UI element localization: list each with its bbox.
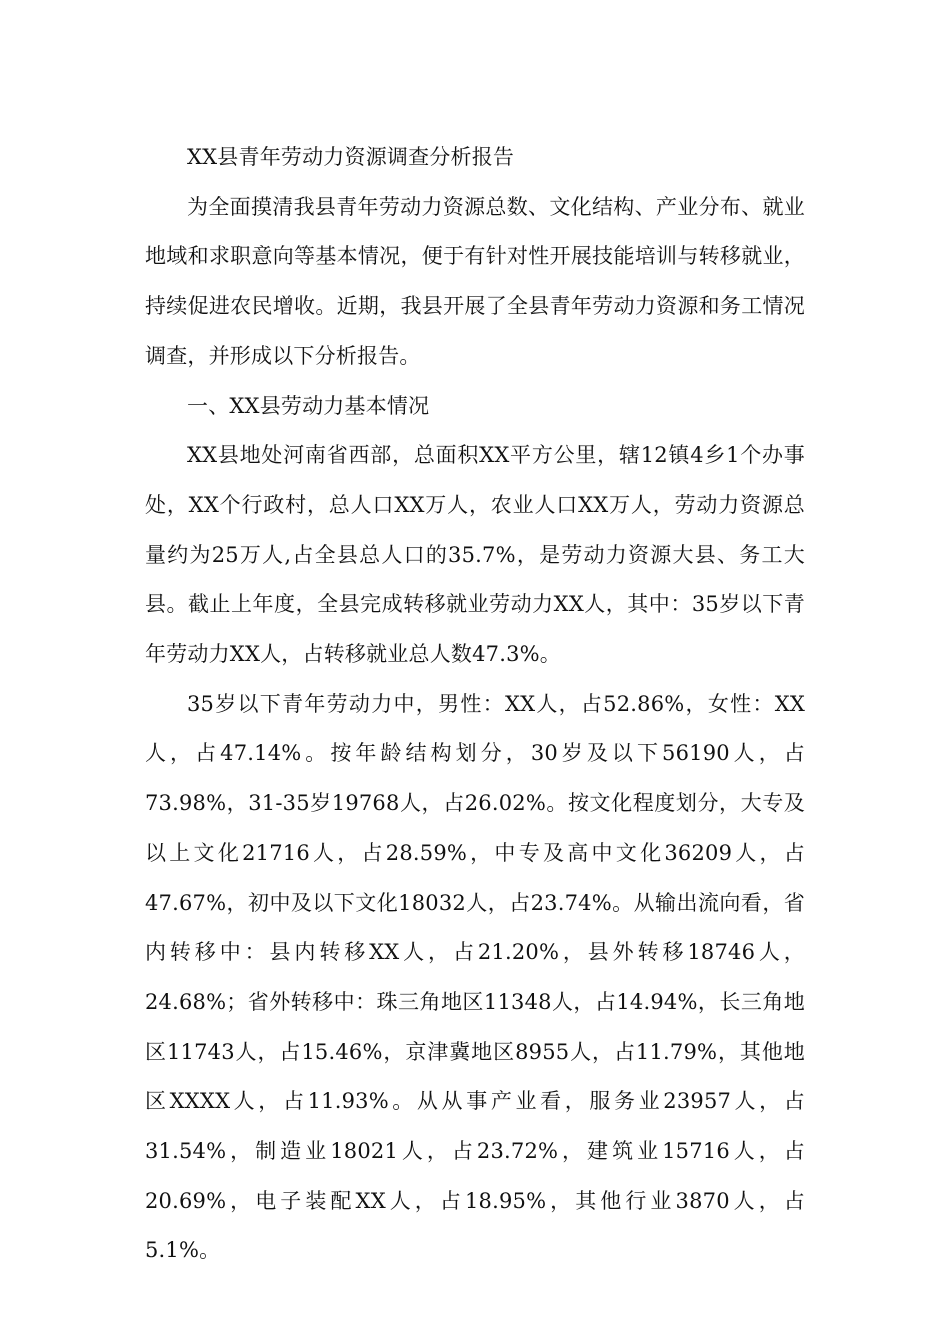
youth-labor-paragraph: 35岁以下青年劳动力中，男性：XX人，占52.86%，女性：XX人，占47.14%。按年龄结构划分，30岁及以下56190人，占73.98%，31-35岁19768人，占26.02%。按文化程度划分，大专及以上文化21716人，占28.59%，中专及高中文化36209人，占47.67%，初中及以下文化18032人，占23.74%。从输出流向看，省内转移中：县内转移XX人，占21.20%，县外转移18746人，24.68%；省外转移中：珠三角地区11348人，占14.94%，长三角地区11743人，占15.46%，京津冀地区8955人，占11.79%，其他地区XXXX人，占11.93%。从从事产业看，服务业23957人，占31.54%，制造业18021人，占23.72%，建筑业15716人，占20.69%，电子装配XX人，占18.95%，其他行业3870人，占5.1%。: [145, 691, 805, 1263]
basic-info-paragraph: XX县地处河南省西部，总面积XX平方公里，辖12镇4乡1个办事处，XX个行政村，总人口XX万人，农业人口XX万人，劳动力资源总量约为25万人,占全县总人口的35.7%，是劳动力资源大县、务工大县。截止上年度，全县完成转移就业劳动力XX人，其中：35岁以下青年劳动力XX人，占转移就业总人数47.3%。: [145, 443, 805, 667]
document-title: XX县青年劳动力资源调查分析报告: [187, 145, 515, 169]
intro-paragraph: 为全面摸清我县青年劳动力资源总数、文化结构、产业分布、就业地域和求职意向等基本情况，便于有针对性开展技能培训与转移就业，持续促进农民增收。近期，我县开展了全县青年劳动力资源和务工情况调查，并形成以下分析报告。: [145, 194, 805, 368]
document-page: [145, 133, 805, 1276]
section-heading-1: 一、XX县劳动力基本情况: [187, 393, 430, 418]
